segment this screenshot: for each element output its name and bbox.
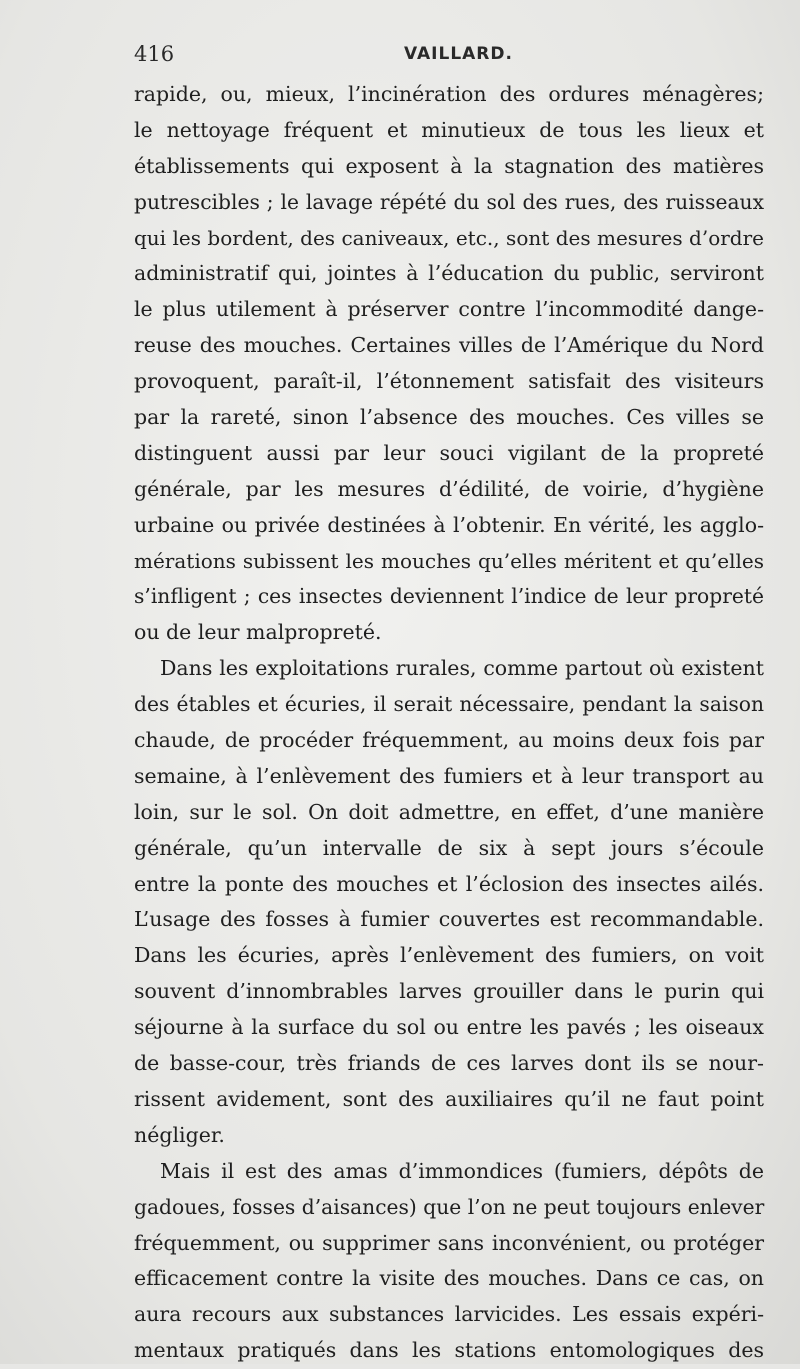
text-line: fréquemment, ou supprimer sans inconvénient, ou protéger (134, 1230, 764, 1255)
text-line: putrescibles ; le lavage répété du sol des rues, des ruisseaux (134, 189, 764, 214)
text-line: établissements qui exposent à la stagnation des matières (134, 153, 764, 178)
text-line: générale, qu’un intervalle de six à sept jours s’écoule (134, 835, 764, 860)
body-text (134, 77, 764, 1369)
text-line: Dans les écuries, après l’enlèvement des fumiers, on voit (134, 943, 764, 968)
text-line: le nettoyage fréquent et minutieux de tous les lieux et (134, 117, 764, 142)
page-header (134, 38, 764, 72)
text-line: provoquent, paraît-il, l’étonnement satisfait des visiteurs (134, 369, 764, 394)
text-line: mentaux pratiqués dans les stations entomologiques des (134, 1338, 764, 1363)
text-line: par la rareté, sinon l’absence des mouches. Ces villes se (134, 405, 764, 430)
text-line: entre la ponte des mouches et l’éclosion des insectes ailés. (134, 871, 764, 896)
text-line: rapide, ou, mieux, l’incinération des ordures ménagères; (134, 82, 764, 106)
text-line: semaine, à l’enlèvement des fumiers et à leur transport au (134, 763, 764, 788)
text-line: des étables et écuries, il serait nécessaire, pendant la saison (134, 692, 764, 717)
text-line: efficacement contre la visite des mouches. Dans ce cas, on (134, 1266, 764, 1291)
text-line: séjourne à la surface du sol ou entre les pavés ; les oiseaux (134, 1015, 764, 1040)
text-line: reuse des mouches. Certaines villes de l’Amérique du Nord (134, 333, 764, 358)
text-line: le plus utilement à préserver contre l’incommodité dange- (134, 297, 764, 322)
text-line: Dans les exploitations rurales, comme partout où existent (160, 656, 764, 681)
text-line: qui les bordent, des caniveaux, etc., sont des mesures d’ordre (134, 225, 764, 250)
text-line: administratif qui, jointes à l’éducation du public, serviront (134, 261, 764, 286)
text-line: chaude, de procéder fréquemment, au moins deux fois par (134, 728, 764, 753)
text-line: générale, par les mesures d’édilité, de voirie, d’hygiène (134, 476, 764, 501)
text-line: distinguent aussi par leur souci vigilant de la propreté (134, 440, 764, 465)
page-number: 416 (134, 42, 175, 66)
text-line: loin, sur le sol. On doit admettre, en effet, d’une manière (134, 799, 764, 824)
text-line: Mais il est des amas d’immondices (fumiers, dépôts de (160, 1158, 764, 1183)
text-line: souvent d’innombrables larves grouiller dans le purin qui (134, 979, 764, 1004)
text-line: ou de leur malpropreté. (134, 620, 382, 645)
text-line: aura recours aux substances larvicides. Les essais expéri- (134, 1302, 764, 1327)
text-line: urbaine ou privée destinées à l’obtenir. En vérité, les agglo- (134, 512, 764, 537)
text-line: gadoues, fosses d’aisances) que l’on ne peut toujours enlever (134, 1194, 765, 1219)
text-line: négliger. (134, 1122, 225, 1147)
text-line: L’usage des fosses à fumier couvertes est recommandable. (134, 907, 764, 932)
running-head: VAILLARD. (404, 44, 513, 64)
text-line: s’infligent ; ces insectes deviennent l’indice de leur propreté (134, 584, 764, 609)
text-line: mérations subissent les mouches qu’elles méritent et qu’elles (134, 548, 764, 573)
text-line: de basse-cour, très friands de ces larves dont ils se nour- (134, 1051, 764, 1076)
text-line: rissent avidement, sont des auxiliaires qu’il ne faut point (134, 1086, 764, 1111)
